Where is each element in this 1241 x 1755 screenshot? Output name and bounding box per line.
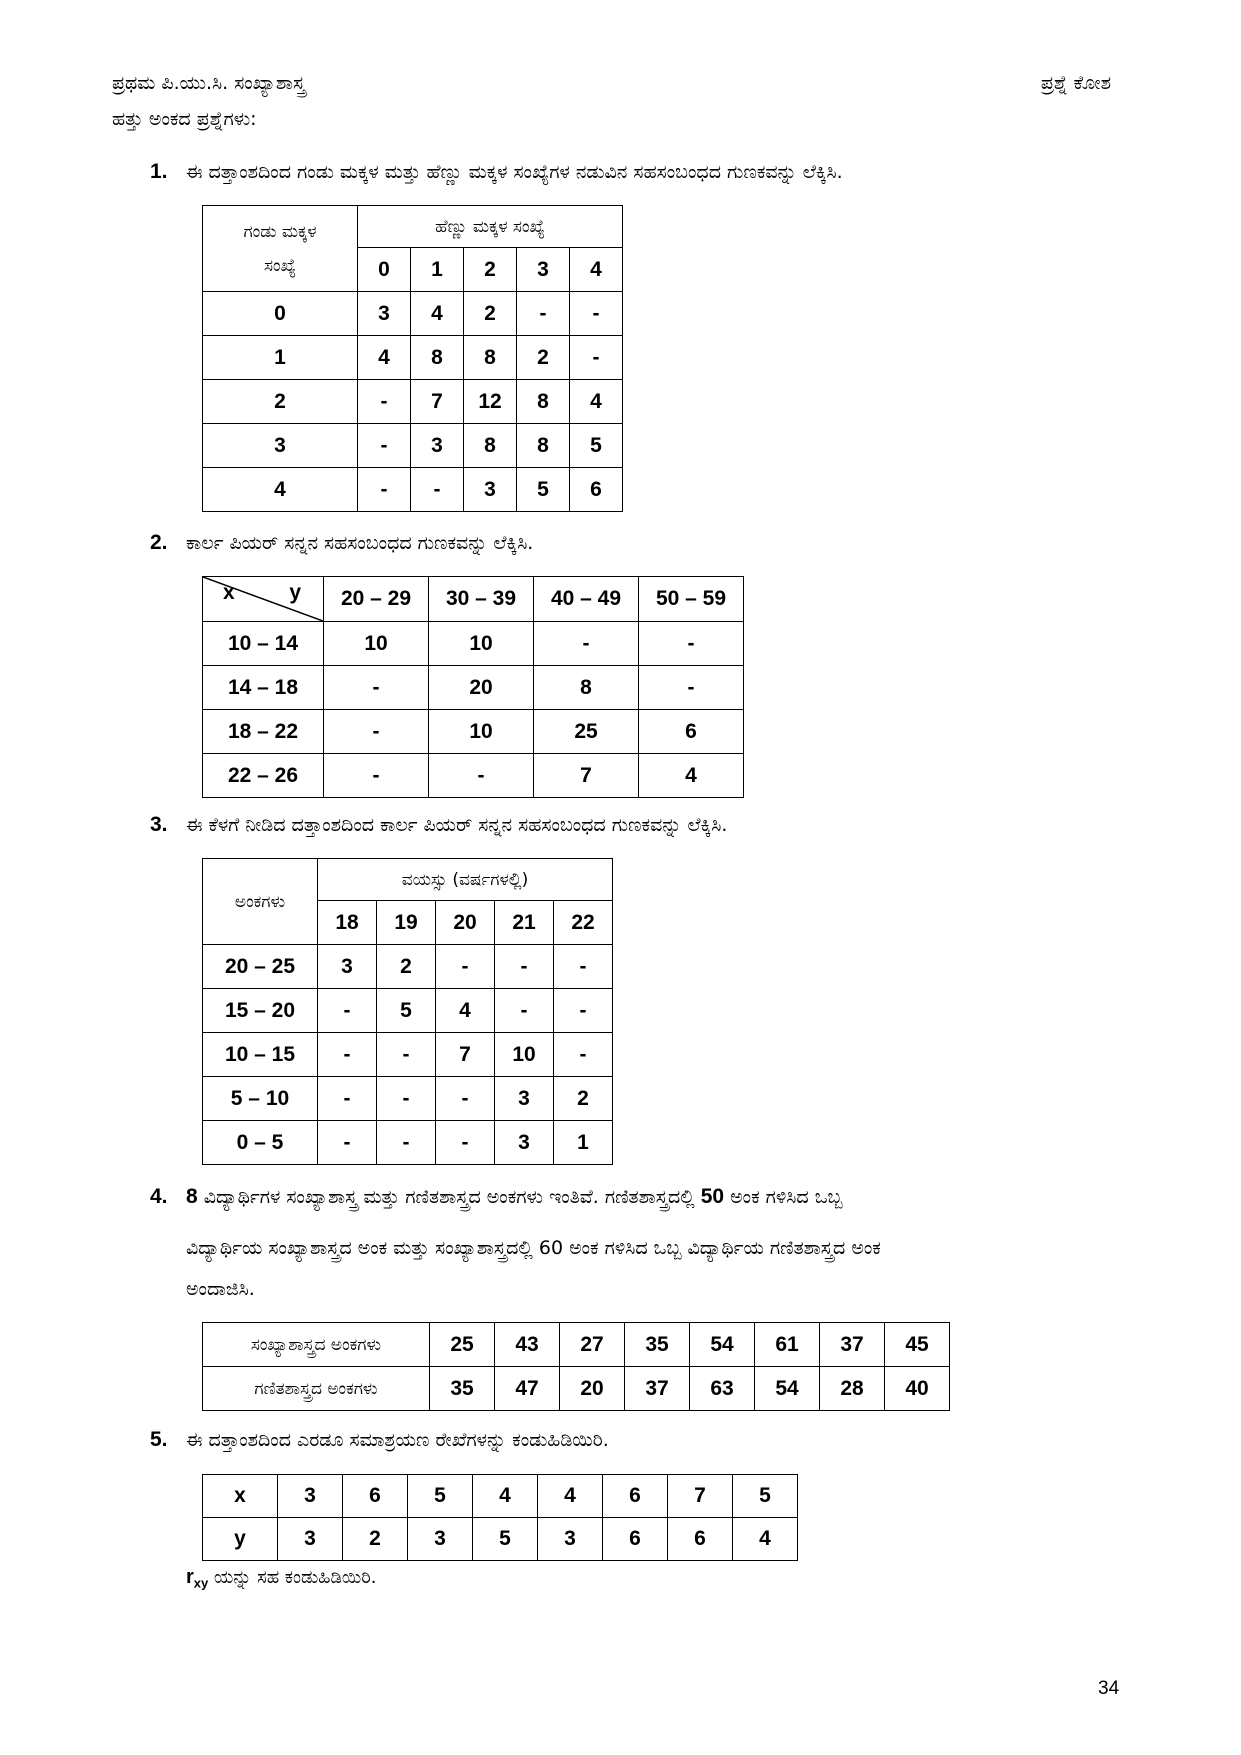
table-row — [203, 710, 744, 754]
table-cell: 25 — [534, 710, 639, 754]
row-label: 3 — [203, 424, 358, 468]
table-cell: 5 — [408, 1475, 473, 1518]
table-cell: 3 — [318, 945, 377, 989]
question-number: 2. — [150, 531, 168, 554]
table-cell: 6 — [603, 1518, 668, 1561]
table-cell: 4 — [473, 1475, 538, 1518]
table-cell: 35 — [430, 1367, 495, 1411]
question-4-line-2 — [186, 1237, 881, 1259]
table-cell: 10 — [429, 622, 534, 666]
table-cell: 3 — [408, 1518, 473, 1561]
table-cell: - — [570, 336, 623, 380]
table-cell: 5 — [733, 1475, 798, 1518]
row-label: 18 – 22 — [203, 710, 324, 754]
number-8: 8 — [186, 1185, 198, 1208]
section-title: ಹತ್ತು ಅಂಕದ ಪ್ರಶ್ನೆಗಳು: — [112, 108, 257, 130]
table-cell: 37 — [820, 1323, 885, 1367]
table-cell: - — [436, 1077, 495, 1121]
table-cell: 3 — [538, 1518, 603, 1561]
column-header: 18 — [318, 901, 377, 945]
table-row — [203, 1033, 613, 1077]
table-cell: 4 — [411, 292, 464, 336]
table-row — [203, 945, 613, 989]
table-cell: 20 — [560, 1367, 625, 1411]
table-cell: - — [429, 754, 534, 798]
row-label: 0 – 5 — [203, 1121, 318, 1165]
table-cell: 28 — [820, 1367, 885, 1411]
table-cell: - — [358, 380, 411, 424]
table-cell: - — [554, 989, 613, 1033]
row-header: ಅಂಕಗಳು — [203, 859, 318, 945]
table-cell: 10 — [495, 1033, 554, 1077]
table-cell: 63 — [690, 1367, 755, 1411]
table-cell: - — [639, 622, 744, 666]
row-label: 10 – 14 — [203, 622, 324, 666]
column-header: 19 — [377, 901, 436, 945]
question-text-part-3: ವಿದ್ಯಾರ್ಥಿಯ ಸಂಖ್ಯಾಶಾಸ್ತ್ರದ ಅಂಕ ಮತ್ತು ಸಂಖ್ಯಾಶಾಸ್ತ್ರದಲ್ಲಿ — [186, 1237, 533, 1259]
header-left: ಪ್ರಥಮ ಪಿ.ಯು.ಸಿ. ಸಂಖ್ಯಾಶಾಸ್ತ್ರ — [112, 72, 306, 94]
row-label: y — [203, 1518, 278, 1561]
row-label: x — [203, 1475, 278, 1518]
question-text: ಈ ದತ್ತಾಂಶದಿಂದ ಗಂಡು ಮಕ್ಕಳ ಮತ್ತು ಹೆಣ್ಣು ಮಕ್ಕಳ ಸಂಖ್ಯೆಗಳ ನಡುವಿನ ಸಹಸಂಬಂಧದ ಗುಣಕವನ್ನು ಲೆಕ್ಕಿಸಿ. — [186, 161, 843, 183]
column-header: 50 – 59 — [639, 577, 744, 622]
question-text-part-1: ವಿದ್ಯಾರ್ಥಿಗಳ ಸಂಖ್ಯಾಶಾಸ್ತ್ರ ಮತ್ತು ಗಣಿತಶಾಸ್ತ್ರದ ಅಂಕಗಳು ಇಂತಿವೆ. ಗಣಿತಶಾಸ್ತ್ರದಲ್ಲಿ — [203, 1186, 695, 1208]
table-cell: 4 — [639, 754, 744, 798]
table-cell: - — [495, 989, 554, 1033]
table-cell: 4 — [538, 1475, 603, 1518]
table-cell: 37 — [625, 1367, 690, 1411]
corner-header — [203, 577, 324, 622]
row-label: 2 — [203, 380, 358, 424]
question-text: ಈ ದತ್ತಾಂಶದಿಂದ ಎರಡೂ ಸಮಾಶ್ರಯಣ ರೇಖೆಗಳನ್ನು ಕಂಡುಹಿಡಿಯಿರಿ. — [186, 1429, 609, 1451]
table-cell: 2 — [377, 945, 436, 989]
table-row — [203, 1475, 798, 1518]
row-label: ಸಂಖ್ಯಾಶಾಸ್ತ್ರದ ಅಂಕಗಳು — [203, 1323, 430, 1367]
table-cell: 8 — [517, 380, 570, 424]
table-cell: 2 — [554, 1077, 613, 1121]
row-label: 0 — [203, 292, 358, 336]
q3-table — [202, 858, 613, 1165]
table-cell: 3 — [411, 424, 464, 468]
header-right: ಪ್ರಶ್ನೆ ಕೋಶ — [1040, 72, 1111, 94]
question-number: 3. — [150, 813, 168, 836]
table-cell: - — [318, 989, 377, 1033]
table-cell: 7 — [411, 380, 464, 424]
table-cell: 7 — [534, 754, 639, 798]
question-3 — [150, 813, 1100, 837]
table-cell: - — [411, 468, 464, 512]
question-number: 4. — [150, 1185, 168, 1208]
table-cell: - — [318, 1121, 377, 1165]
table-cell: 4 — [570, 380, 623, 424]
table-cell: 7 — [668, 1475, 733, 1518]
number-50: 50 — [700, 1185, 725, 1208]
table-cell: 8 — [517, 424, 570, 468]
column-header: 30 – 39 — [429, 577, 534, 622]
q2-table — [202, 576, 744, 798]
table-cell: 7 — [436, 1033, 495, 1077]
question-4-line-3: ಅಂದಾಜಿಸಿ. — [186, 1278, 255, 1300]
table-row — [203, 1367, 950, 1411]
table-cell: 12 — [464, 380, 517, 424]
table-cell: - — [554, 1033, 613, 1077]
table-cell: 20 — [429, 666, 534, 710]
row-label: 22 – 26 — [203, 754, 324, 798]
rxy-note — [186, 1566, 376, 1591]
table-row — [203, 989, 613, 1033]
table-cell: 25 — [430, 1323, 495, 1367]
diagonal-divider — [203, 577, 323, 621]
table-row — [203, 468, 623, 512]
q1-table — [202, 205, 623, 512]
table-row — [203, 336, 623, 380]
question-2 — [150, 531, 1100, 555]
table-cell: 5 — [517, 468, 570, 512]
table-cell: - — [377, 1121, 436, 1165]
table-row — [203, 622, 744, 666]
table-cell: - — [358, 424, 411, 468]
table-cell: 6 — [343, 1475, 408, 1518]
page-number: 34 — [1098, 1678, 1120, 1699]
table-cell: 45 — [885, 1323, 950, 1367]
table-cell: 8 — [464, 336, 517, 380]
table-cell: 3 — [495, 1077, 554, 1121]
table-cell: 10 — [429, 710, 534, 754]
table-cell: 4 — [733, 1518, 798, 1561]
number-60: 60 — [538, 1237, 564, 1259]
table-row — [203, 292, 623, 336]
table-cell: 3 — [495, 1121, 554, 1165]
column-header: 40 – 49 — [534, 577, 639, 622]
rxy-symbol: r — [186, 1566, 194, 1588]
row-label: 15 – 20 — [203, 989, 318, 1033]
question-text: ಕಾರ್ಲ ಪಿಯರ್ ಸನ್ನನ ಸಹಸಂಬಂಧದ ಗುಣಕವನ್ನು ಲೆಕ್ಕಿಸಿ. — [186, 532, 534, 554]
table-cell: 2 — [343, 1518, 408, 1561]
row-label: 5 – 10 — [203, 1077, 318, 1121]
question-text-part-4: ಅಂಕ ಗಳಿಸಿದ ಒಬ್ಬ ವಿದ್ಯಾರ್ಥಿಯ ಗಣಿತಶಾಸ್ತ್ರದ ಅಂಕ — [569, 1237, 881, 1259]
row-label: 10 – 15 — [203, 1033, 318, 1077]
question-number: 5. — [150, 1428, 168, 1451]
column-header: 1 — [411, 248, 464, 292]
table-cell: - — [436, 1121, 495, 1165]
table-cell: 6 — [603, 1475, 668, 1518]
row-label: 4 — [203, 468, 358, 512]
column-header: 4 — [570, 248, 623, 292]
column-header: 22 — [554, 901, 613, 945]
table-cell: 6 — [570, 468, 623, 512]
table-cell: 8 — [464, 424, 517, 468]
rxy-text: ಯನ್ನು ಸಹ ಕಂಡುಹಿಡಿಯಿರಿ. — [214, 1567, 377, 1588]
question-5 — [150, 1428, 1100, 1452]
table-cell: 10 — [324, 622, 429, 666]
table-row — [203, 1121, 613, 1165]
table-cell: - — [436, 945, 495, 989]
table-cell: 3 — [358, 292, 411, 336]
question-text-part-2: ಅಂಕ ಗಳಿಸಿದ ಒಬ್ಬ — [730, 1186, 843, 1208]
row-header: ಗಂಡು ಮಕ್ಕಳ ಸಂಖ್ಯೆ — [203, 206, 358, 292]
table-cell: - — [324, 710, 429, 754]
column-header: 3 — [517, 248, 570, 292]
table-cell: - — [554, 945, 613, 989]
corner-x: x — [223, 581, 235, 604]
table-cell: - — [324, 754, 429, 798]
table-cell: 27 — [560, 1323, 625, 1367]
table-cell: - — [534, 622, 639, 666]
table-cell: 5 — [570, 424, 623, 468]
column-header: 2 — [464, 248, 517, 292]
table-row — [203, 754, 744, 798]
table-cell: 8 — [534, 666, 639, 710]
table-cell: - — [495, 945, 554, 989]
table-cell: 54 — [755, 1367, 820, 1411]
column-header: 20 — [436, 901, 495, 945]
table-cell: - — [358, 468, 411, 512]
column-group-header: ಹೆಣ್ಣು ಮಕ್ಕಳ ಸಂಖ್ಯೆ — [358, 206, 623, 248]
table-row — [203, 380, 623, 424]
table-cell: 3 — [278, 1518, 343, 1561]
table-cell: 1 — [554, 1121, 613, 1165]
table-cell: - — [570, 292, 623, 336]
table-cell: - — [318, 1033, 377, 1077]
table-cell: 6 — [639, 710, 744, 754]
table-row — [203, 1323, 950, 1367]
corner-y: y — [289, 581, 301, 604]
table-cell: 3 — [278, 1475, 343, 1518]
row-label: ಗಣಿತಶಾಸ್ತ್ರದ ಅಂಕಗಳು — [203, 1367, 430, 1411]
table-cell: - — [377, 1077, 436, 1121]
table-cell: - — [318, 1077, 377, 1121]
q4-table — [202, 1322, 950, 1411]
table-cell: 4 — [436, 989, 495, 1033]
table-row — [203, 666, 744, 710]
table-cell: 6 — [668, 1518, 733, 1561]
table-cell: 61 — [755, 1323, 820, 1367]
table-row — [203, 1518, 798, 1561]
question-text: ಈ ಕೆಳಗೆ ನೀಡಿದ ದತ್ತಾಂಶದಿಂದ ಕಾರ್ಲ ಪಿಯರ್ ಸನ್ನನ ಸಹಸಂಬಂಧದ ಗುಣಕವನ್ನು ಲೆಕ್ಕಿಸಿ. — [186, 814, 728, 836]
row-label: 1 — [203, 336, 358, 380]
table-row — [203, 1077, 613, 1121]
table-row — [203, 424, 623, 468]
table-cell: - — [377, 1033, 436, 1077]
column-header: 21 — [495, 901, 554, 945]
table-cell: 5 — [377, 989, 436, 1033]
question-1 — [150, 160, 1100, 184]
question-4 — [150, 1185, 1100, 1209]
table-cell: 5 — [473, 1518, 538, 1561]
table-cell: 43 — [495, 1323, 560, 1367]
row-label: 20 – 25 — [203, 945, 318, 989]
table-cell: 3 — [464, 468, 517, 512]
table-cell: 4 — [358, 336, 411, 380]
table-cell: 8 — [411, 336, 464, 380]
table-cell: 40 — [885, 1367, 950, 1411]
table-cell: 54 — [690, 1323, 755, 1367]
column-group-header: ವಯಸ್ಸು (ವರ್ಷಗಳಲ್ಲಿ) — [318, 859, 613, 901]
q5-table — [202, 1474, 798, 1561]
column-header: 0 — [358, 248, 411, 292]
table-cell: 2 — [517, 336, 570, 380]
table-cell: - — [639, 666, 744, 710]
table-cell: 35 — [625, 1323, 690, 1367]
table-cell: 47 — [495, 1367, 560, 1411]
table-cell: - — [517, 292, 570, 336]
column-header: 20 – 29 — [324, 577, 429, 622]
rxy-subscript: xy — [193, 1575, 209, 1591]
table-cell: - — [324, 666, 429, 710]
row-label: 14 – 18 — [203, 666, 324, 710]
table-cell: 2 — [464, 292, 517, 336]
question-number: 1. — [150, 160, 168, 183]
